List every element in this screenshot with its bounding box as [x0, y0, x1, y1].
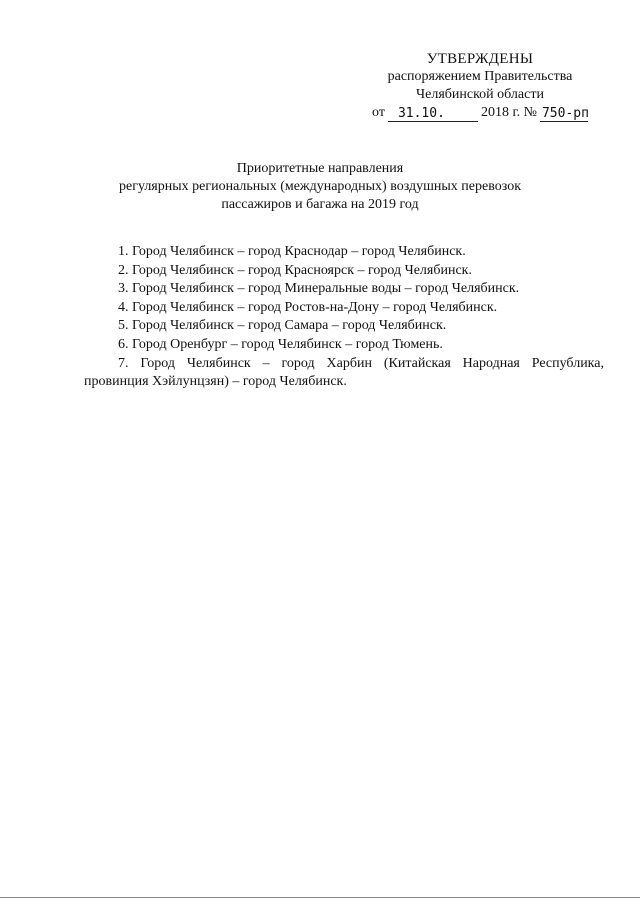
routes-list — [84, 243, 604, 392]
approval-date-line — [360, 104, 600, 122]
route-item: 1. Город Челябинск – город Краснодар – город Челябинск. — [118, 244, 466, 259]
approval-authority-line: распоряжением Правительства — [387, 69, 573, 84]
year-and-number-label: 2018 г. № — [480, 105, 537, 120]
date-prefix: от — [372, 105, 385, 120]
route-item: 7. Город Челябинск – город Харбин (Китайская Народная Республика, провинция Хэйлунцзян) – город Челябинск. — [84, 355, 604, 390]
approval-heading: УТВЕРЖДЕНЫ — [426, 51, 534, 67]
route-item: 5. Город Челябинск – город Самара – город Челябинск. — [118, 318, 447, 334]
approval-stamp-block — [360, 50, 600, 122]
document-title — [80, 160, 560, 214]
title-line-2: регулярных региональных (международных) воздушных перевозок — [118, 179, 521, 194]
approval-region-line: Челябинской области — [416, 87, 544, 102]
route-item: 3. Город Челябинск – город Минеральные воды – город Челябинск. — [118, 281, 520, 297]
route-item: 6. Город Оренбург – город Челябинск – город Тюмень. — [118, 336, 443, 352]
page-bottom-rule — [0, 897, 640, 898]
title-line-1: Приоритетные направления — [236, 161, 404, 176]
title-line-3: пассажиров и багажа на 2019 год — [221, 197, 419, 212]
route-item: 4. Город Челябинск – город Ростов-на-Дону – город Челябинск. — [118, 299, 498, 315]
route-item: 2. Город Челябинск – город Красноярск – город Челябинск. — [118, 262, 472, 278]
approval-number-field: 750-рп — [541, 106, 589, 121]
approval-date-field: 31.10. — [388, 106, 478, 122]
